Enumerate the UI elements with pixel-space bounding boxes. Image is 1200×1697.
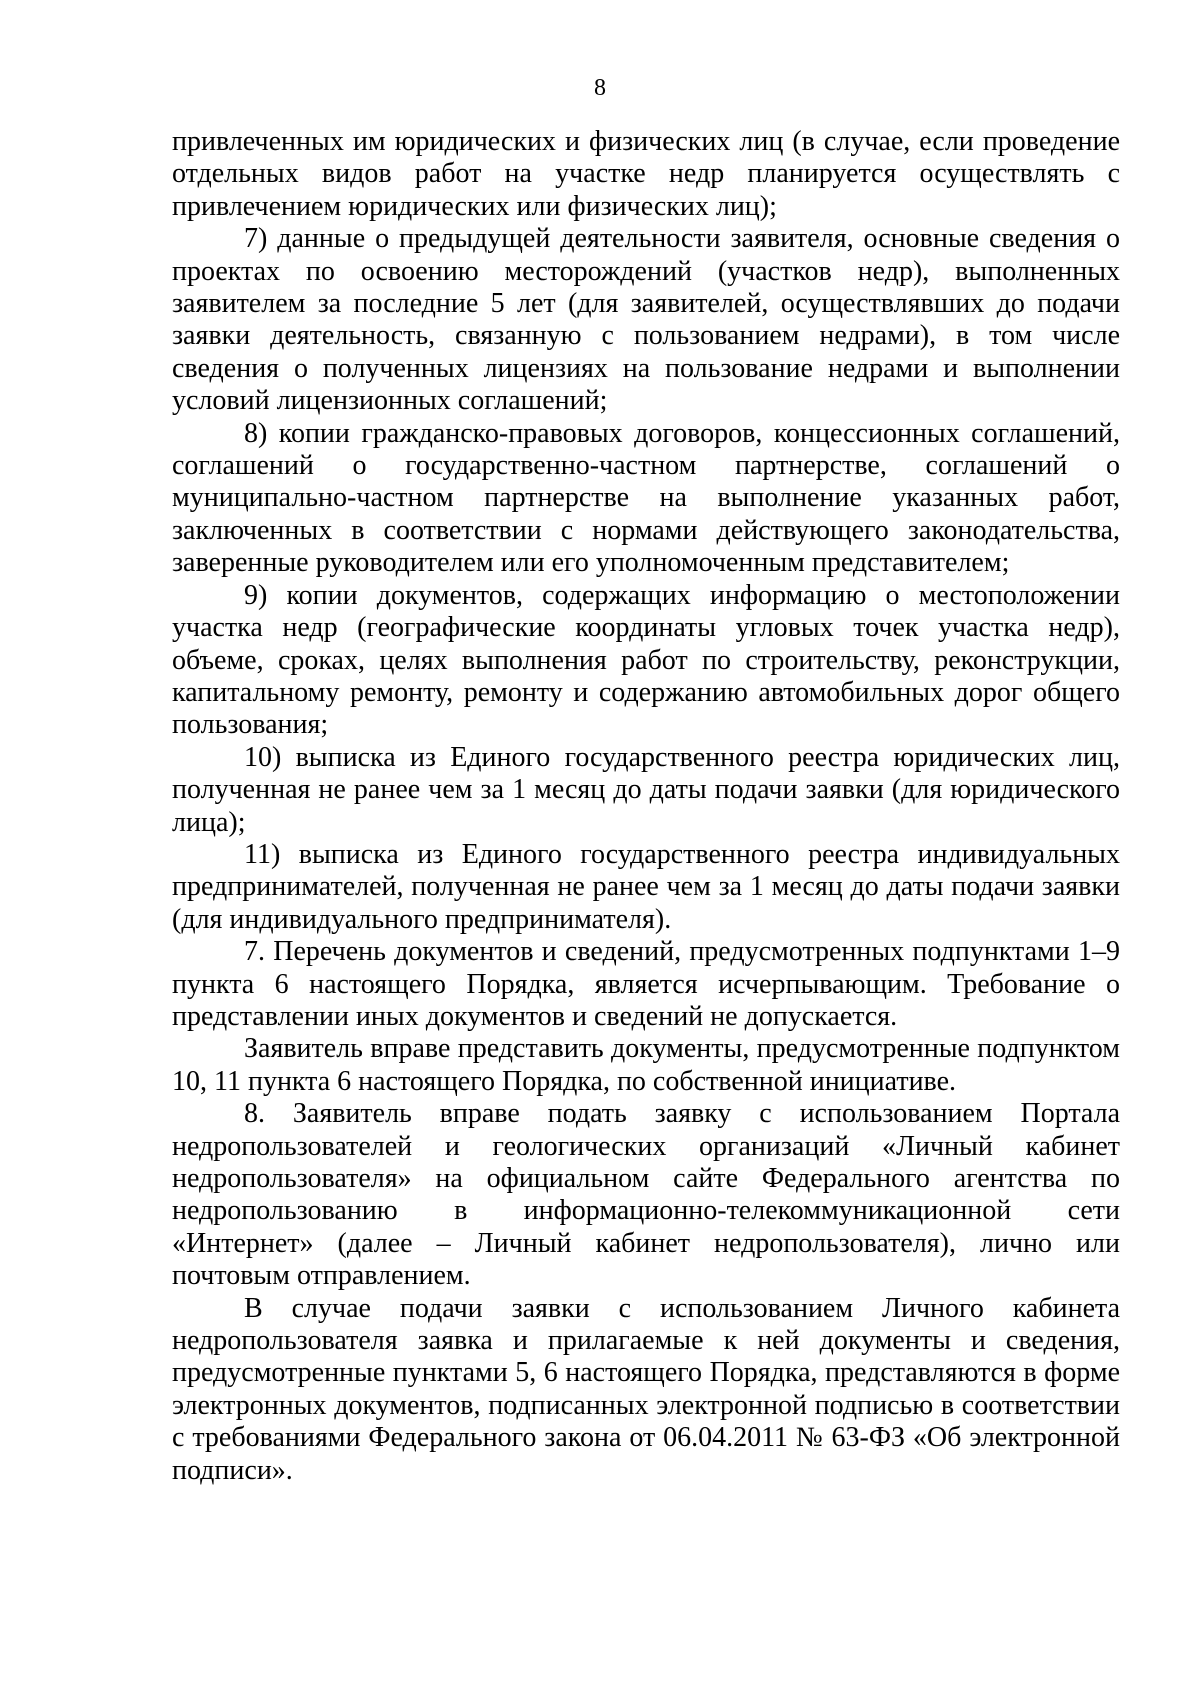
paragraph-electronic-submission: В случае подачи заявки с использованием Личного кабинета недропользователя заявка и прилагаемые к ней документы и сведения, предусмотренные пунктами 5, 6 настоящего Порядка, представляются в форме электронных документов, подписанных электронной подписью в соответствии с требованиями Федерального закона от 06.04.2011 № 63-ФЗ «Об электронной подписи».: [172, 1292, 1120, 1486]
paragraph-applicant-right: Заявитель вправе представить документы, предусмотренные подпунктом 10, 11 пункта 6 настоящего Порядка, по собственной инициативе.: [172, 1033, 1120, 1097]
paragraph-item-7: 7) данные о предыдущей деятельности заявителя, основные сведения о проектах по освоению месторождений (участков недр), выполненных заявителем за последние 5 лет (для заявителей, осуществлявших до подачи заявки деятельность, связанную с пользованием недрами), в том числе сведения о полученных лицензиях на пользование недрами и выполнении условий лицензионных соглашений;: [172, 223, 1120, 417]
paragraph-item-8: 8) копии гражданско-правовых договоров, концессионных соглашений, соглашений о государственно-частном партнерстве, соглашений о муниципально-частном партнерстве на выполнение указанных работ, заключенных в соответствии с нормами действующего законодательства, заверенные руководителем или его уполномоченным представителем;: [172, 417, 1120, 579]
paragraph-clause-8: 8. Заявитель вправе подать заявку с использованием Портала недропользователей и геологических организаций «Личный кабинет недропользователя» на официальном сайте Федерального агентства по недропользованию в информационно-телекоммуникационной сети «Интернет» (далее – Личный кабинет недропользователя), лично или почтовым отправлением.: [172, 1098, 1120, 1292]
page-number: 8: [594, 75, 606, 101]
paragraph-item-10: 10) выписка из Единого государственного реестра юридических лиц, полученная не ранее чем за 1 месяц до даты подачи заявки (для юридического лица);: [172, 741, 1120, 838]
paragraph-clause-7: 7. Перечень документов и сведений, предусмотренных подпунктами 1–9 пункта 6 настоящего Порядка, является исчерпывающим. Требование о представлении иных документов и сведений не допускается.: [172, 936, 1120, 1032]
paragraph-continuation: привлеченных им юридических и физических лиц (в случае, если проведение отдельных видов работ на участке недр планируется осуществлять с привлечением юридических или физических лиц);: [172, 126, 1120, 222]
paragraph-item-9: 9) копии документов, содержащих информацию о местоположении участка недр (географические координаты угловых точек участка недр), объеме, сроках, целях выполнения работ по строительству, реконструкции, капитальному ремонту, ремонту и содержанию автомобильных дорог общего пользования;: [172, 579, 1120, 741]
paragraph-item-11: 11) выписка из Единого государственного реестра индивидуальных предпринимателей, полученная не ранее чем за 1 месяц до даты подачи заявки (для индивидуального предпринимателя).: [172, 838, 1120, 935]
document-body: [172, 126, 1120, 1487]
